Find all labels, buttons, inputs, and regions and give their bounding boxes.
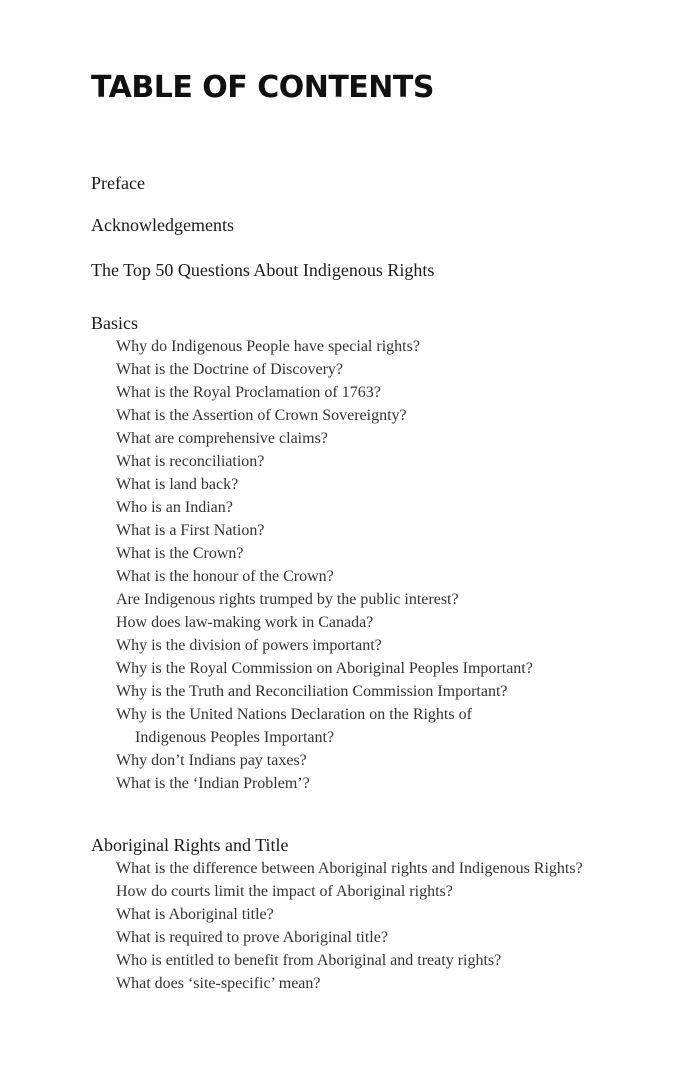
question-item[interactable]: What is the Doctrine of Discovery?: [116, 361, 344, 378]
toc-entry-top-50-questions[interactable]: The Top 50 Questions About Indigenous Rights: [91, 260, 435, 280]
question-item[interactable]: What is required to prove Aboriginal title?: [116, 929, 388, 946]
question-item[interactable]: What does ‘site-specific’ mean?: [116, 975, 321, 992]
question-item[interactable]: What is Aboriginal title?: [116, 906, 274, 923]
toc-entry-acknowledgements[interactable]: Acknowledgements: [91, 215, 234, 235]
question-item[interactable]: Who is an Indian?: [116, 499, 233, 516]
question-item[interactable]: Why don’t Indians pay taxes?: [116, 752, 307, 769]
question-item[interactable]: Why is the Royal Commission on Aboriginal Peoples Important?: [116, 660, 533, 677]
question-item[interactable]: What is the honour of the Crown?: [116, 568, 334, 585]
question-item[interactable]: What is the Crown?: [116, 545, 244, 562]
question-item[interactable]: What is the difference between Aboriginal rights and Indigenous Rights?: [116, 860, 583, 877]
question-item[interactable]: Who is entitled to benefit from Aboriginal and treaty rights?: [116, 952, 502, 969]
question-list: [91, 335, 681, 795]
question-item[interactable]: What is a First Nation?: [116, 522, 265, 539]
question-item[interactable]: What is the Royal Proclamation of 1763?: [116, 384, 381, 401]
page-title: TABLE OF CONTENTS: [91, 70, 434, 105]
toc-section-aboriginal-rights-and-title: [91, 834, 681, 995]
question-item[interactable]: How do courts limit the impact of Aboriginal rights?: [116, 883, 453, 900]
toc-section-basics: [91, 312, 681, 795]
question-item[interactable]: Why is the Truth and Reconciliation Commission Important?: [116, 683, 508, 700]
question-item[interactable]: Why is the United Nations Declaration on the Rights of: [116, 706, 472, 723]
question-item[interactable]: What is the Assertion of Crown Sovereignty?: [116, 407, 407, 424]
section-heading[interactable]: Aboriginal Rights and Title: [91, 835, 289, 855]
question-item-continuation[interactable]: Indigenous Peoples Important?: [135, 729, 335, 746]
question-item[interactable]: What is reconciliation?: [116, 453, 265, 470]
question-list: [91, 857, 681, 995]
toc-entry-preface[interactable]: Preface: [91, 173, 145, 193]
question-item[interactable]: What are comprehensive claims?: [116, 430, 328, 447]
question-item[interactable]: Why do Indigenous People have special rights?: [116, 338, 420, 355]
question-item[interactable]: How does law-making work in Canada?: [116, 614, 374, 631]
question-item[interactable]: Why is the division of powers important?: [116, 637, 382, 654]
question-item[interactable]: Are Indigenous rights trumped by the public interest?: [116, 591, 459, 608]
question-item[interactable]: What is land back?: [116, 476, 239, 493]
section-heading[interactable]: Basics: [91, 313, 138, 333]
question-item[interactable]: What is the ‘Indian Problem’?: [116, 775, 310, 792]
